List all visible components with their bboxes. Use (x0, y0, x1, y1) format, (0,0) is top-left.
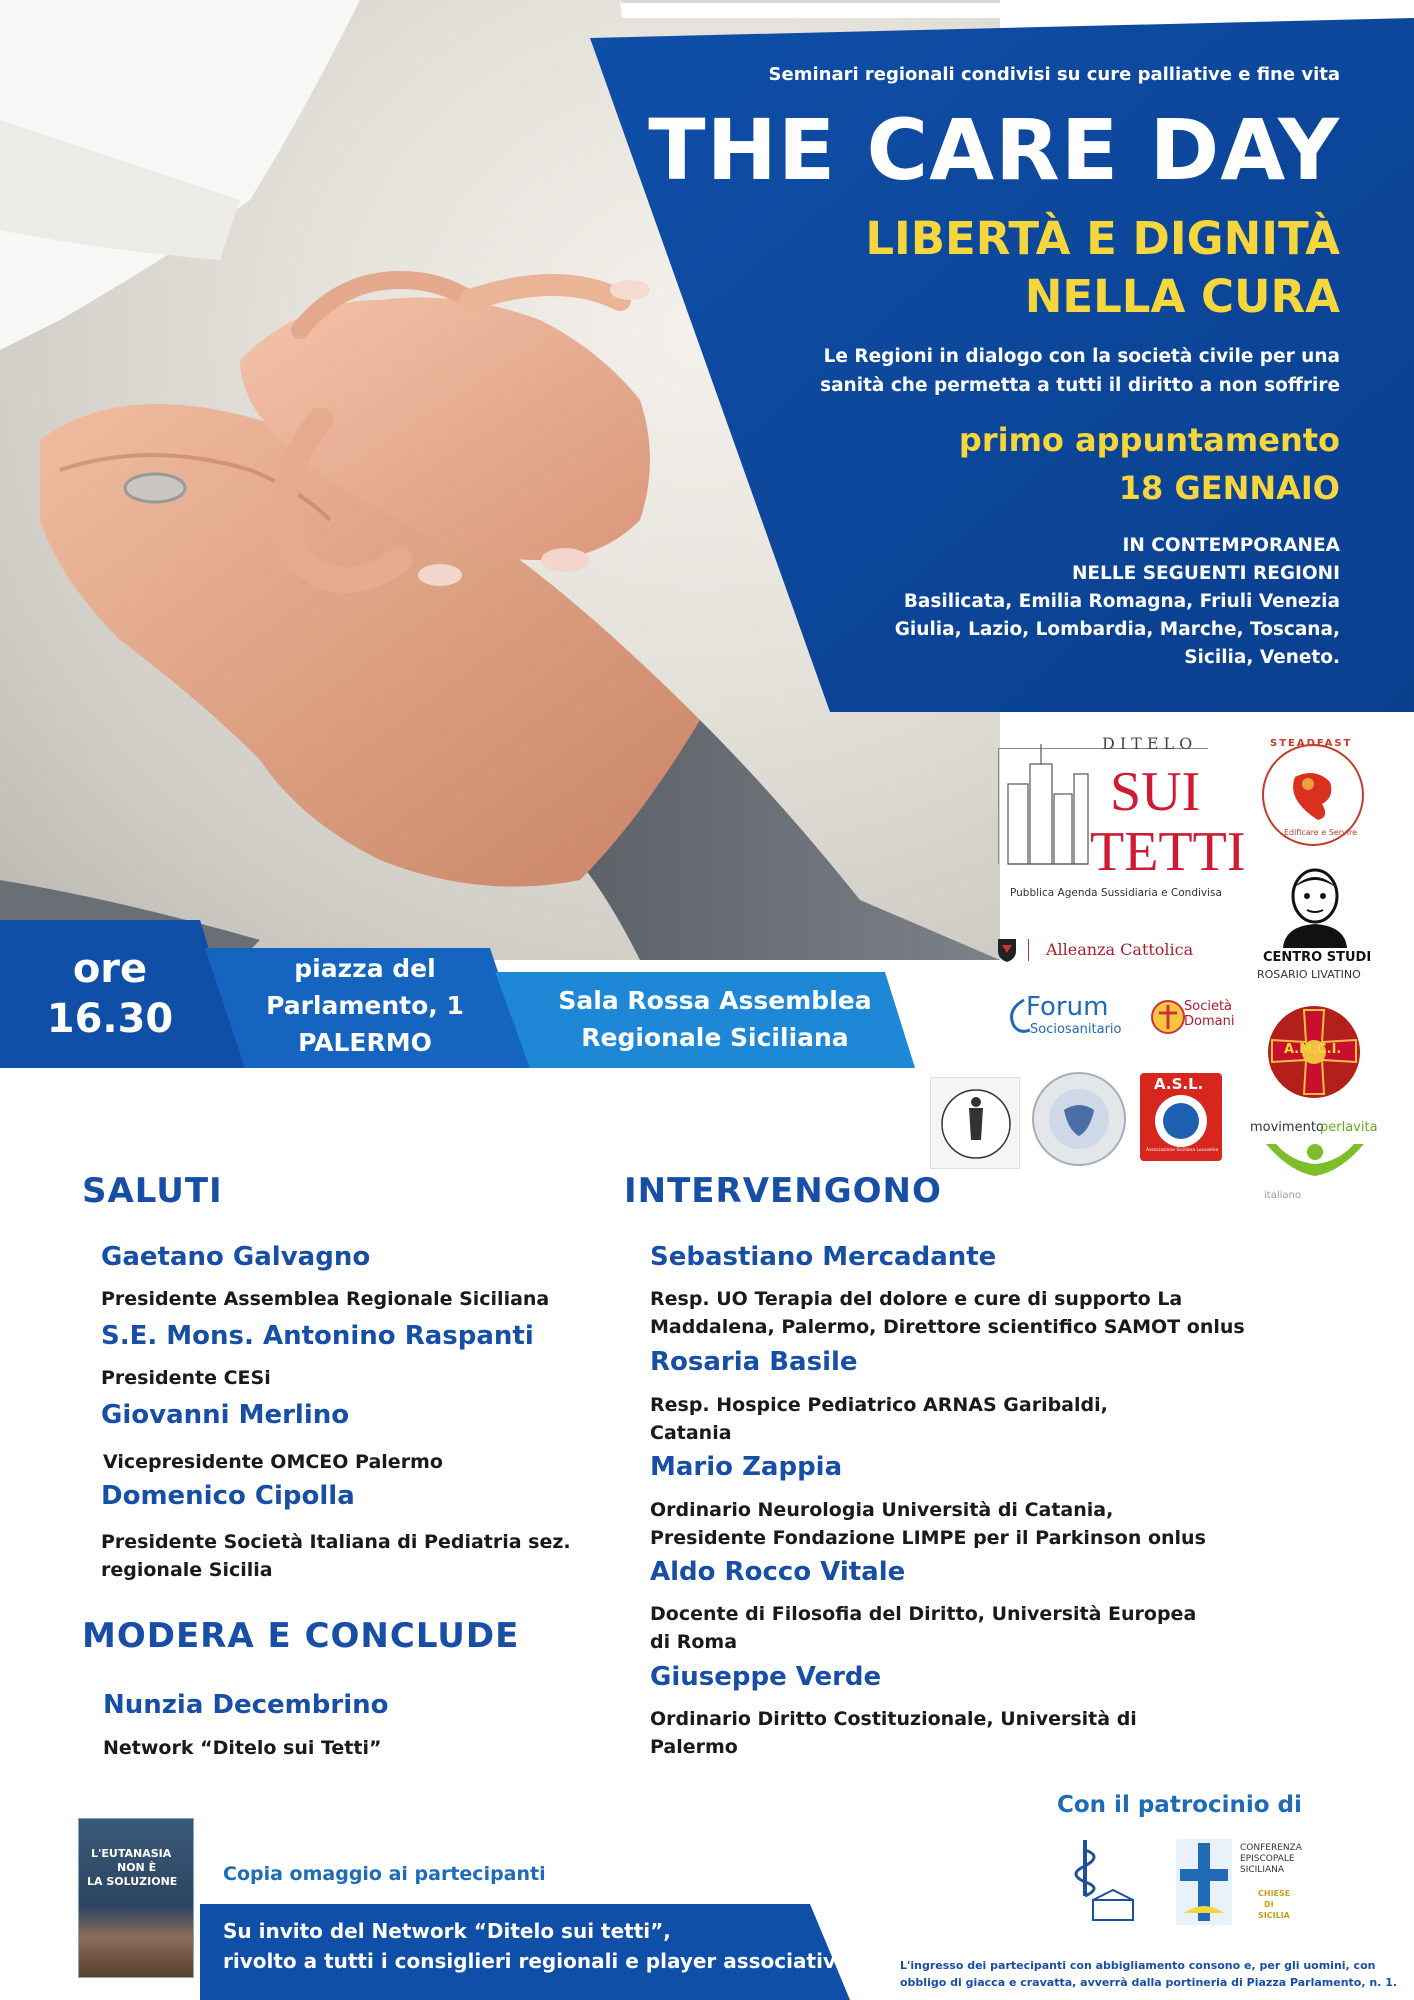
steadfast-motto: Edificare e Servire (1284, 828, 1358, 837)
ditelo-sui-text: SUI (1110, 761, 1201, 823)
appointment-line-1: primo appuntamento (958, 421, 1340, 459)
speaker-role-4-line-2: di Roma (650, 1631, 738, 1653)
event-venue (540, 982, 890, 1056)
address-line-2: Parlamento, 1 (266, 991, 464, 1020)
speaker-role-2-line-2: Catania (650, 1422, 732, 1444)
speaker-role-4-line-1: Docente di Filosofia del Diritto, Università Europea (650, 1603, 1197, 1625)
societa-domani-text: Società Domani (1184, 999, 1235, 1029)
amci-text: A.M.C.I. (1284, 1042, 1342, 1057)
asl-logo (1140, 1073, 1222, 1161)
saluti-role-1: Presidente Assemblea Regionale Siciliana (101, 1288, 550, 1310)
moderator-role: Network “Ditelo sui Tetti” (103, 1737, 382, 1759)
regions-line-2: Giulia, Lazio, Lombardia, Marche, Toscana, (894, 619, 1340, 640)
tagline-line-2: NELLA CURA (1024, 270, 1340, 323)
speaker-role-2-line-1: Resp. Hospice Pediatrico ARNAS Garibaldi, (650, 1394, 1108, 1416)
mpv-text-1: movimento (1250, 1120, 1324, 1135)
speaker-role-1-line-2: Maddalena, Palermo, Direttore scientifico SAMOT onlus (650, 1316, 1245, 1338)
speaker-role-1-line-1: Resp. UO Terapia del dolore e cure di supporto La (650, 1288, 1183, 1310)
asl-text: A.S.L. (1154, 1075, 1204, 1093)
mpv-text-3: italiano (1264, 1190, 1301, 1201)
saluti-name-4: Domenico Cipolla (101, 1481, 355, 1511)
patronage-logo-cesi (1176, 1839, 1326, 1927)
saluti-role-2: Presidente CESi (101, 1367, 271, 1389)
appointment-line-2: 18 GENNAIO (1118, 469, 1340, 507)
invitation-text (223, 1916, 843, 1976)
page-title: THE CARE DAY (648, 101, 1340, 199)
ditelo-tetti-text: TETTI (1090, 821, 1246, 883)
association-seal-icon (1030, 1070, 1128, 1168)
cross-globe-icon (1150, 999, 1186, 1035)
speaker-name-3: Mario Zappia (650, 1452, 843, 1482)
dress-code-line-2: obbligo di giacca e cravatta, avverrà dalla portineria di Piazza Parlamento, n. 1. (900, 1976, 1398, 1989)
dress-code-note (900, 1957, 1397, 1991)
alleanza-cattolica-logo (996, 937, 1216, 967)
free-copy-note: Copia omaggio ai partecipanti (223, 1863, 546, 1885)
saluti-role-4-line-2: regionale Sicilia (101, 1559, 273, 1581)
intervengono-heading: INTERVENGONO (624, 1171, 942, 1211)
patronage-heading: Con il patrocinio di (1057, 1792, 1302, 1818)
cesi-line-3: SICILIANA (1240, 1865, 1285, 1875)
regions-heading-line-1: IN CONTEMPORANEA (1122, 535, 1340, 556)
movimento-per-la-vita-logo (1240, 1110, 1386, 1206)
cesi-line-6: SICILIA (1258, 1911, 1290, 1920)
intro-line-1: Le Regioni in dialogo con la società civile per una (823, 346, 1340, 367)
event-address (240, 950, 490, 1061)
centro-studi-livatino-logo (1255, 866, 1375, 986)
venue-line-1: Sala Rossa Assemblea (558, 986, 872, 1015)
saluti-role-3: Vicepresidente OMCEO Palermo (103, 1451, 443, 1473)
ditelo-sui-tetti-logo (998, 734, 1246, 904)
tagline (865, 210, 1340, 326)
ditelo-top-text: DITELO (1102, 734, 1198, 753)
alleanza-text: Alleanza Cattolica (1046, 940, 1194, 959)
patronage-logo-asclepius (1063, 1836, 1137, 1924)
ditelo-sub-text: Pubblica Agenda Sussidiaria e Condivisa (1010, 887, 1222, 899)
centro-studi-text: CENTRO STUDI (1263, 950, 1372, 965)
seal-logo-2 (1030, 1070, 1128, 1168)
intro-text (820, 342, 1340, 400)
speaker-name-4: Aldo Rocco Vitale (650, 1557, 906, 1587)
appointment-date (959, 416, 1340, 512)
address-line-1: piazza del (294, 954, 436, 983)
event-series-subtitle: Seminari regionali condivisi su cure palliative e fine vita (768, 64, 1340, 85)
steadfast-logo (1260, 738, 1366, 848)
book-title-line-2: NON È (117, 1861, 157, 1874)
book-title-line-1: L'EUTANASIA (91, 1847, 172, 1860)
regions-list (895, 588, 1340, 672)
speaker-role-5-line-1: Ordinario Diritto Costituzionale, Università di (650, 1708, 1137, 1730)
societa-domani-logo (1150, 995, 1250, 1040)
invitation-line-1: Su invito del Network “Ditelo sui tetti”, (223, 1919, 671, 1943)
cesi-cross-icon (1176, 1839, 1232, 1925)
caduceus-icon (1063, 1836, 1137, 1924)
saluti-heading: SALUTI (82, 1171, 223, 1211)
amci-logo (1264, 1002, 1364, 1102)
saluti-name-3: Giovanni Merlino (101, 1400, 350, 1430)
venue-line-2: Regionale Siciliana (581, 1023, 849, 1052)
book-title-line-3: LA SOLUZIONE (87, 1875, 178, 1888)
forum-sociosanitario-logo (1004, 992, 1144, 1042)
cesi-line-5: DI (1264, 1900, 1274, 1909)
seal-logo-1 (930, 1077, 1020, 1169)
cesi-line-4: CHIESE (1258, 1889, 1291, 1898)
eagle-shield-icon (996, 937, 1018, 963)
mpv-text-2: perlavita (1320, 1120, 1378, 1135)
speaker-name-2: Rosaria Basile (650, 1347, 858, 1377)
speaker-name-1: Sebastiano Mercadante (650, 1242, 997, 1272)
dress-code-line-1: L'ingresso dei partecipanti con abbigliamento consono e, per gli uomini, con (900, 1959, 1376, 1972)
regions-line-3: Sicilia, Veneto. (1184, 647, 1340, 668)
speaker-role-3-line-2: Presidente Fondazione LIMPE per il Parkinson onlus (650, 1527, 1206, 1549)
intro-line-2: sanità che permetta a tutti il diritto a non soffrire (820, 375, 1340, 396)
cesi-line-2: EPISCOPALE (1240, 1854, 1295, 1864)
moderator-name: Nunzia Decembrino (103, 1690, 389, 1720)
address-line-3: PALERMO (298, 1028, 432, 1057)
cesi-line-1: CONFERENZA (1240, 1843, 1302, 1853)
time-label: ore (72, 946, 148, 992)
speaker-name-5: Giuseppe Verde (650, 1662, 882, 1692)
asl-sub-text: Associazione Siciliana Leucemia (1146, 1148, 1219, 1153)
time-value: 16.30 (46, 996, 174, 1042)
mpv-figure-icon (1260, 1138, 1370, 1188)
speaker-role-3-line-1: Ordinario Neurologia Università di Catania, (650, 1499, 1114, 1521)
tagline-line-1: LIBERTÀ E DIGNITÀ (865, 212, 1340, 265)
saluti-role-4-line-1: Presidente Società Italiana di Pediatria sez. (101, 1531, 571, 1553)
modera-heading: MODERA E CONCLUDE (82, 1616, 520, 1656)
rosario-livatino-text: ROSARIO LIVATINO (1257, 968, 1361, 981)
speaker-role-5-line-2: Palermo (650, 1736, 738, 1758)
event-time (20, 944, 200, 1044)
regions-line-1: Basilicata, Emilia Romagna, Friuli Venezia (903, 591, 1340, 612)
forum-sub-text: Sociosanitario (1030, 1022, 1122, 1037)
regions-heading-line-2: NELLE SEGUENTI REGIONI (1071, 563, 1340, 584)
saluti-name-2: S.E. Mons. Antonino Raspanti (101, 1321, 534, 1351)
forum-text: Forum (1026, 992, 1109, 1022)
seal-icon (931, 1078, 1021, 1170)
steadfast-text: STEADFAST (1270, 738, 1353, 749)
portrait-icon (1255, 866, 1375, 948)
invitation-line-2: rivolto a tutti i consiglieri regionali e player associativi (223, 1949, 843, 1973)
regions-heading (1072, 532, 1340, 588)
saluti-name-1: Gaetano Galvagno (101, 1242, 371, 1272)
